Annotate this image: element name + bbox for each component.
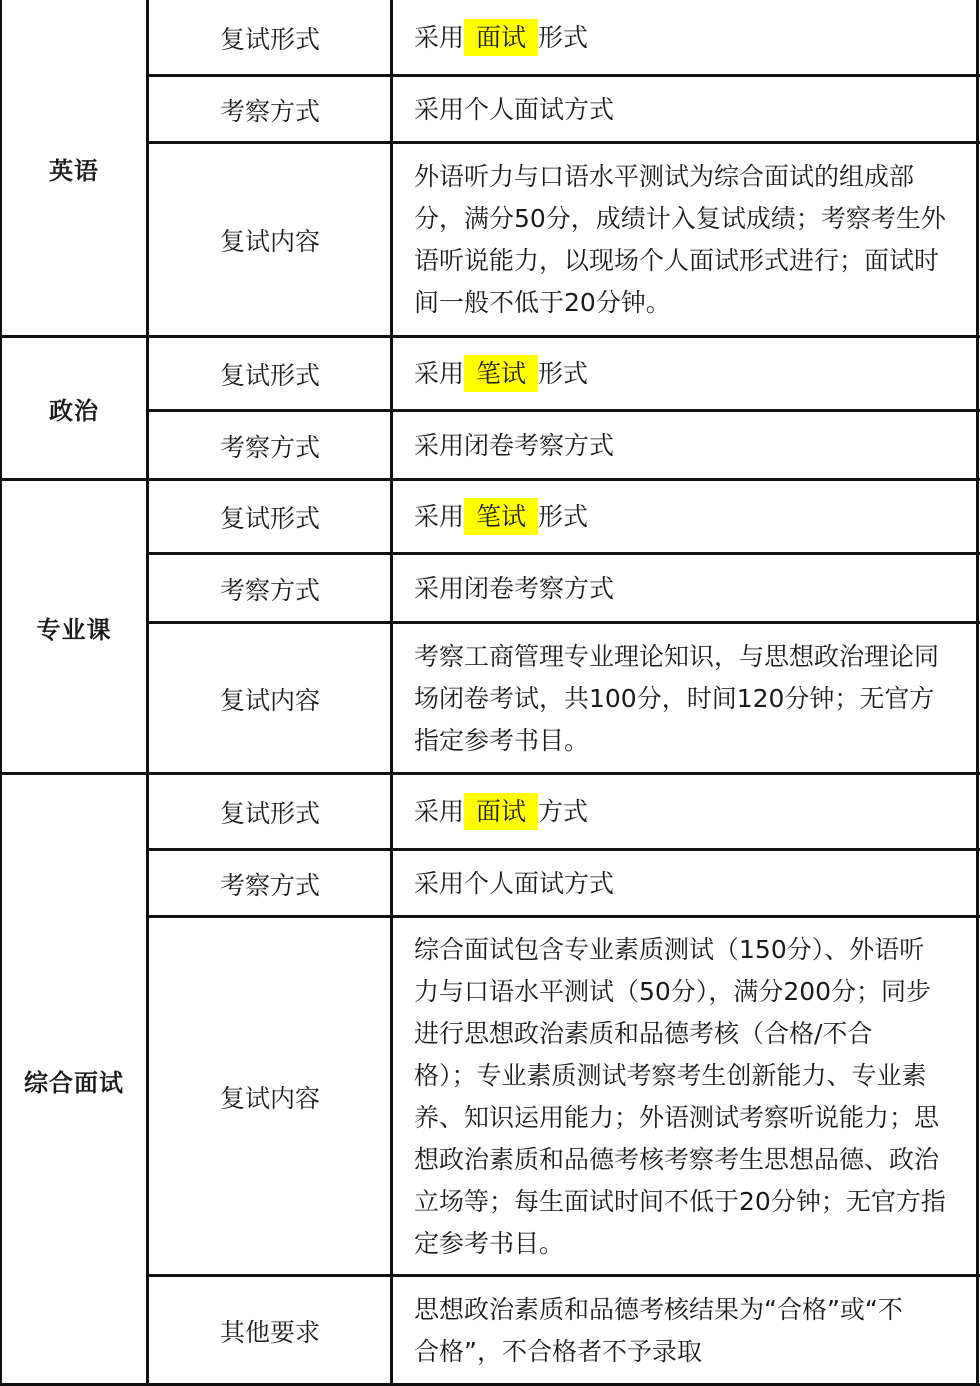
content-paragraph (414, 1289, 903, 1373)
subject-label: 英语 (49, 157, 99, 185)
row-divider (147, 141, 980, 144)
row-divider (147, 848, 980, 851)
content-line: 立场等；每生面试时间不低于20分钟；无官方指 (414, 1186, 946, 1216)
content-cell (392, 337, 980, 411)
content-cell (392, 143, 980, 337)
content-cell (392, 480, 980, 554)
highlighted-method: 笔试 (464, 355, 538, 392)
item-cell (148, 850, 392, 917)
content-text: 采用闭卷考察方式 (414, 573, 615, 603)
group-divider (0, 478, 980, 481)
content-line: 语听说能力，以现场个人面试形式进行；面试时 (414, 246, 940, 275)
content-cell (392, 0, 980, 76)
row-divider (147, 552, 980, 555)
column-divider (390, 0, 393, 1386)
item-label: 考察方式 (219, 432, 320, 462)
content-text: 采用个人面试方式 (414, 868, 615, 898)
highlighted-method: 面试 (464, 793, 538, 830)
content-paragraph (414, 156, 946, 324)
subject-cell-politics (0, 337, 148, 480)
item-label: 考察方式 (219, 870, 320, 900)
group-divider (0, 772, 980, 775)
item-label: 考察方式 (219, 96, 320, 126)
content-prefix: 采用 (414, 23, 465, 52)
item-cell (148, 480, 392, 554)
content-line: 场闭卷考试，共100分，时间120分钟；无官方 (414, 683, 935, 713)
item-label: 复试形式 (219, 799, 320, 828)
content-text (414, 791, 588, 833)
content-cell (392, 774, 980, 850)
content-line: 外语听力与口语水平测试为综合面试的组成部 (414, 162, 915, 191)
content-paragraph (414, 636, 939, 762)
content-suffix: 形式 (538, 359, 589, 388)
item-cell (148, 554, 392, 623)
subject-label: 政治 (49, 397, 99, 425)
item-cell (148, 337, 392, 411)
item-cell (148, 143, 392, 337)
row-divider (147, 409, 980, 412)
content-line: 综合面试包含专业素质测试（150分）、外语听 (414, 934, 925, 964)
content-text (414, 353, 588, 395)
item-cell (148, 917, 392, 1276)
content-line: 想政治素质和品德考核考察考生思想品德、政治 (414, 1144, 940, 1174)
content-suffix: 形式 (538, 502, 589, 531)
highlighted-method: 笔试 (464, 498, 538, 535)
item-label: 复试形式 (219, 25, 320, 54)
item-label: 复试形式 (219, 504, 320, 533)
content-cell (392, 917, 980, 1276)
content-line: 养、知识运用能力；外语测试考察听说能力；思 (414, 1102, 940, 1132)
content-text: 采用个人面试方式 (414, 94, 615, 124)
content-prefix: 采用 (414, 359, 465, 388)
content-line: 力与口语水平测试（50分），满分200分；同步 (414, 976, 932, 1006)
content-cell (392, 850, 980, 917)
row-divider (147, 74, 980, 77)
content-line: 定参考书目。 (414, 1228, 565, 1258)
item-label: 复试内容 (219, 1083, 320, 1113)
content-cell (392, 623, 980, 774)
item-label: 其他要求 (219, 1318, 320, 1347)
table-border-right (976, 0, 979, 1386)
row-divider (147, 1274, 980, 1277)
highlighted-method: 面试 (464, 19, 538, 56)
content-line: 合格”，不合格者不予录取 (414, 1337, 702, 1366)
row-divider (147, 621, 980, 624)
content-text (414, 17, 588, 59)
content-cell (392, 1276, 980, 1386)
content-line: 间一般不低于20分钟。 (414, 288, 671, 317)
item-cell (148, 623, 392, 774)
item-label: 复试内容 (219, 227, 320, 256)
content-line: 指定参考书目。 (414, 725, 590, 755)
content-prefix: 采用 (414, 502, 465, 531)
content-text (414, 496, 588, 538)
item-label: 复试内容 (219, 685, 320, 715)
subject-cell-major (0, 480, 148, 774)
content-text: 采用闭卷考察方式 (414, 430, 615, 460)
content-cell (392, 411, 980, 480)
content-line: 思想政治素质和品德考核结果为“合格”或“不 (414, 1295, 903, 1324)
content-cell (392, 76, 980, 143)
row-divider (147, 915, 980, 918)
column-divider (146, 0, 149, 1386)
item-cell (148, 1276, 392, 1386)
content-line: 进行思想政治素质和品德考核（合格/不合 (414, 1018, 873, 1048)
content-paragraph (414, 929, 946, 1265)
subject-label: 综合面试 (24, 1068, 124, 1097)
content-line: 考察工商管理专业理论知识，与思想政治理论同 (414, 641, 940, 671)
item-cell (148, 0, 392, 76)
content-line: 分，满分50分，成绩计入复试成绩；考察考生外 (414, 204, 946, 233)
item-cell (148, 411, 392, 480)
item-label: 考察方式 (219, 575, 320, 605)
content-suffix: 形式 (538, 23, 589, 52)
item-cell (148, 774, 392, 850)
item-label: 复试形式 (219, 361, 320, 390)
table-border-left (0, 0, 2, 1386)
group-divider (0, 335, 980, 338)
item-cell (148, 76, 392, 143)
content-cell (392, 554, 980, 623)
subject-cell-english (0, 0, 148, 337)
subject-label: 专业课 (36, 615, 112, 644)
content-suffix: 方式 (538, 797, 589, 826)
content-prefix: 采用 (414, 797, 465, 826)
content-line: 格）；专业素质测试考察考生创新能力、专业素 (414, 1060, 927, 1090)
subject-cell-interview (0, 774, 148, 1386)
